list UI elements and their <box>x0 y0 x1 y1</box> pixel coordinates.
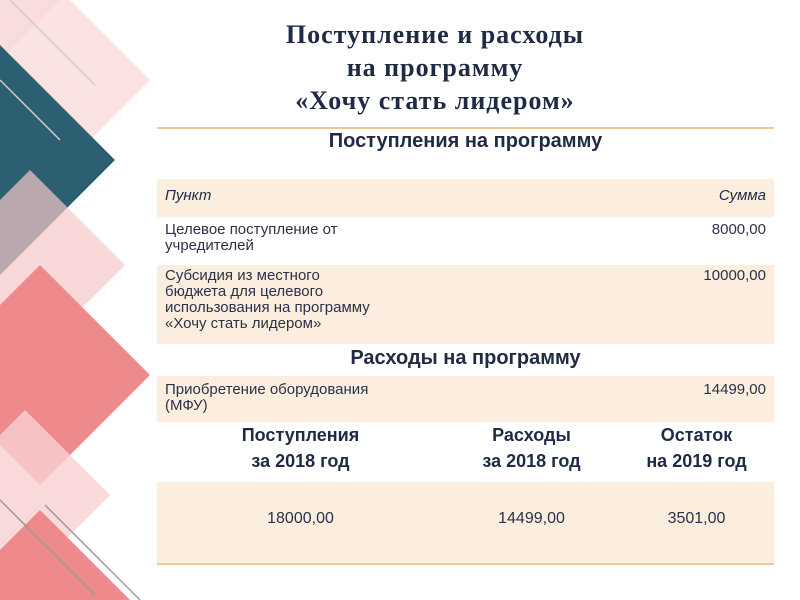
totals-header-expenses <box>444 422 619 474</box>
expenses-section-title: Расходы на программу <box>350 347 581 369</box>
title-line-2: на программу <box>346 53 524 82</box>
title-line-3: «Хочу стать лидером» <box>295 86 575 115</box>
row-item-line: Приобретение оборудования <box>165 381 369 398</box>
totals-header-line: Расходы <box>492 425 571 445</box>
balance-value: 3501,00 <box>667 510 726 527</box>
page-title <box>225 18 645 117</box>
income-header-row <box>157 179 774 217</box>
totals-header-balance <box>619 422 774 474</box>
col-sum-header: Сумма <box>718 187 766 204</box>
row-item-line: Субсидия из местного <box>165 267 320 284</box>
totals-header-line: Поступления <box>241 425 360 445</box>
row-item-line: «Хочу стать лидером» <box>165 315 322 332</box>
row-item-line: бюджета для целевого <box>165 283 324 300</box>
row-item <box>165 222 337 254</box>
col-item-header: Пункт <box>165 187 212 204</box>
table-row <box>157 217 774 265</box>
total-expenses-value: 14499,00 <box>498 510 565 527</box>
table-bottom-rule <box>157 563 774 565</box>
title-line-1: Поступление и расходы <box>285 20 585 49</box>
table-row <box>157 265 774 344</box>
income-section-title: Поступления на программу <box>328 130 603 152</box>
row-item-line: (МФУ) <box>165 397 208 414</box>
totals-header-line: за 2018 год <box>482 451 581 471</box>
row-sum: 8000,00 <box>711 221 766 238</box>
row-item-line: Целевое поступление от <box>165 221 338 238</box>
row-item <box>165 268 370 332</box>
totals-header-line: за 2018 год <box>251 451 350 471</box>
table-row <box>157 376 774 422</box>
totals-header-income <box>157 422 444 474</box>
table-top-rule <box>157 127 774 129</box>
row-sum: 10000,00 <box>703 267 766 284</box>
total-income-value: 18000,00 <box>267 510 334 527</box>
totals-header-line: на 2019 год <box>646 451 747 471</box>
row-sum: 14499,00 <box>703 381 766 398</box>
totals-header-line: Остаток <box>660 425 733 445</box>
row-item <box>165 382 368 414</box>
row-item-line: использования на программу <box>165 299 370 316</box>
row-item-line: учредителей <box>165 237 254 254</box>
